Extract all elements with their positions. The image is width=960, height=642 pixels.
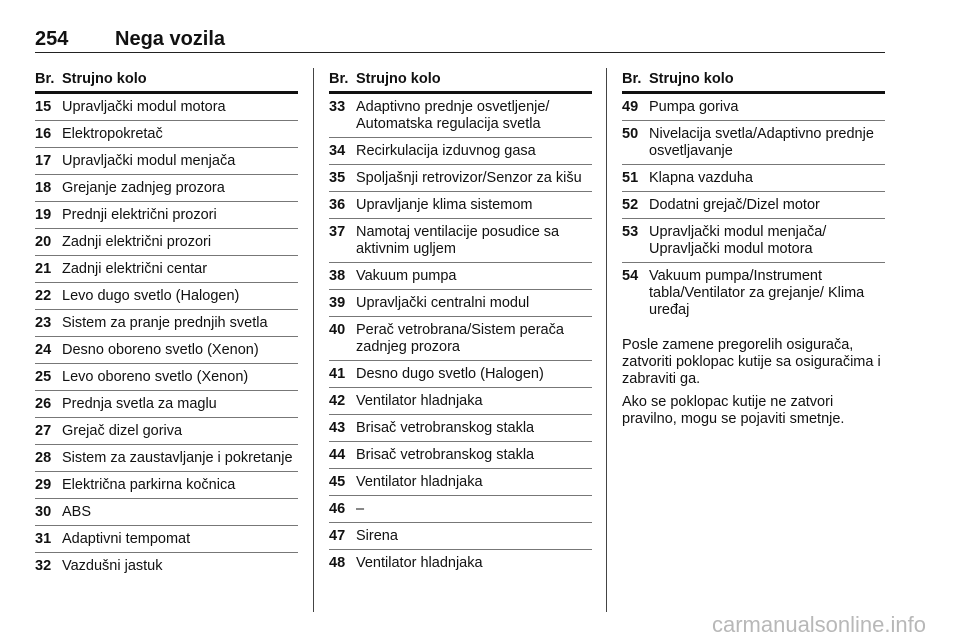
table-row bbox=[35, 418, 298, 445]
fuse-number: 47 bbox=[329, 528, 346, 544]
column-divider bbox=[313, 68, 314, 612]
header-number: Br. bbox=[329, 71, 349, 87]
circuit-label: Sistem za zaustavljanje i pokretanje bbox=[62, 450, 293, 466]
table-row bbox=[329, 361, 592, 388]
table-header bbox=[329, 70, 592, 94]
table-row bbox=[35, 121, 298, 148]
fuse-number: 34 bbox=[329, 143, 346, 159]
circuit-label: Klapna vazduha bbox=[649, 170, 753, 186]
chapter-title: Nega vozila bbox=[115, 28, 226, 50]
fuse-table-column-3 bbox=[622, 70, 885, 428]
circuit-label: Ventilator hladnjaka bbox=[356, 474, 483, 490]
circuit-label: Prednji električni prozori bbox=[62, 207, 217, 223]
note-paragraph-2: Ako se poklopac kutije ne zatvori pravilno, mogu se pojaviti smetnje. bbox=[622, 394, 845, 427]
fuse-number: 49 bbox=[622, 99, 639, 115]
circuit-label: Dodatni grejač/Dizel motor bbox=[649, 197, 820, 213]
table-row bbox=[329, 469, 592, 496]
table-row bbox=[329, 219, 592, 263]
circuit-label: Spoljašnji retrovizor/Senzor za kišu bbox=[356, 170, 582, 186]
header-number: Br. bbox=[35, 71, 55, 87]
table-row bbox=[35, 94, 298, 121]
circuit-label: Perač vetrobrana/Sistem perača zadnjeg prozora bbox=[356, 322, 564, 355]
circuit-label: Desno oboreno svetlo (Xenon) bbox=[62, 342, 259, 358]
table-row bbox=[35, 445, 298, 472]
fuse-number: 15 bbox=[35, 99, 52, 115]
circuit-label: Brisač vetrobranskog stakla bbox=[356, 447, 535, 463]
fuse-number: 22 bbox=[35, 288, 52, 304]
fuse-number: 41 bbox=[329, 366, 346, 382]
fuse-number: 44 bbox=[329, 447, 346, 463]
fuse-number: 43 bbox=[329, 420, 346, 436]
fuse-number: 16 bbox=[35, 126, 52, 142]
table-row bbox=[35, 175, 298, 202]
table-row bbox=[35, 310, 298, 337]
table-row bbox=[329, 192, 592, 219]
circuit-label: Vazdušni jastuk bbox=[62, 558, 163, 574]
table-row bbox=[35, 391, 298, 418]
column-divider bbox=[606, 68, 607, 612]
circuit-label: Vakuum pumpa bbox=[356, 268, 457, 284]
circuit-label: Grejanje zadnjeg prozora bbox=[62, 180, 225, 196]
table-header bbox=[35, 70, 298, 94]
table-row bbox=[622, 121, 885, 165]
circuit-label: Sirena bbox=[356, 528, 398, 544]
circuit-label: Levo oboreno svetlo (Xenon) bbox=[62, 369, 249, 385]
page-number: 254 bbox=[35, 28, 69, 50]
table-row bbox=[35, 472, 298, 499]
fuse-number: 27 bbox=[35, 423, 52, 439]
circuit-label: – bbox=[356, 501, 365, 517]
circuit-label: Grejač dizel goriva bbox=[62, 423, 183, 439]
table-row bbox=[35, 553, 298, 579]
fuse-number: 35 bbox=[329, 170, 346, 186]
fuse-number: 21 bbox=[35, 261, 52, 277]
fuse-number: 20 bbox=[35, 234, 52, 250]
fuse-number: 37 bbox=[329, 224, 346, 240]
table-row bbox=[35, 499, 298, 526]
table-row bbox=[35, 283, 298, 310]
circuit-label: Prednja svetla za maglu bbox=[62, 396, 217, 412]
circuit-label: Levo dugo svetlo (Halogen) bbox=[62, 288, 240, 304]
fuse-number: 32 bbox=[35, 558, 52, 574]
circuit-label: Adaptivno prednje osvetljenje/ Automatska regulacija svetla bbox=[356, 99, 550, 132]
fuse-number: 31 bbox=[35, 531, 52, 547]
header-label: Strujno kolo bbox=[649, 71, 734, 87]
fuse-number: 48 bbox=[329, 555, 346, 571]
fuse-number: 17 bbox=[35, 153, 52, 169]
fuse-number: 25 bbox=[35, 369, 52, 385]
circuit-label: Adaptivni tempomat bbox=[62, 531, 191, 547]
fuse-number: 50 bbox=[622, 126, 639, 142]
watermark: carmanualsonline.info bbox=[711, 612, 926, 637]
circuit-label: Upravljački centralni modul bbox=[356, 295, 530, 311]
table-row bbox=[329, 523, 592, 550]
circuit-label: Upravljački modul menjača bbox=[62, 153, 236, 169]
note-paragraph-1: Posle zamene pregorelih osigurača, zatvoriti poklopac kutije sa osiguračima i zabraviti ga. bbox=[622, 337, 881, 387]
fuse-number: 24 bbox=[35, 342, 52, 358]
table-row bbox=[622, 219, 885, 263]
fuse-table-column-1 bbox=[35, 70, 298, 579]
fuse-number: 54 bbox=[622, 268, 639, 284]
header-number: Br. bbox=[622, 71, 642, 87]
table-row bbox=[329, 415, 592, 442]
table-row bbox=[329, 138, 592, 165]
table-row bbox=[35, 364, 298, 391]
fuse-number: 45 bbox=[329, 474, 346, 490]
circuit-label: Upravljanje klima sistemom bbox=[356, 197, 533, 213]
table-row bbox=[622, 263, 885, 323]
page-header bbox=[35, 28, 885, 53]
table-row bbox=[622, 165, 885, 192]
circuit-label: Sistem za pranje prednjih svetla bbox=[62, 315, 268, 331]
table-row bbox=[622, 192, 885, 219]
table-row bbox=[329, 165, 592, 192]
table-row bbox=[329, 442, 592, 469]
table-row bbox=[329, 496, 592, 523]
table-row bbox=[329, 263, 592, 290]
table-row bbox=[35, 526, 298, 553]
table-row bbox=[329, 388, 592, 415]
table-row bbox=[35, 229, 298, 256]
fuse-number: 23 bbox=[35, 315, 52, 331]
table-row bbox=[329, 290, 592, 317]
fuse-number: 30 bbox=[35, 504, 52, 520]
circuit-label: Recirkulacija izduvnog gasa bbox=[356, 143, 536, 159]
table-row bbox=[622, 94, 885, 121]
circuit-label: Brisač vetrobranskog stakla bbox=[356, 420, 535, 436]
fuse-number: 40 bbox=[329, 322, 346, 338]
fuse-number: 19 bbox=[35, 207, 52, 223]
fuse-number: 46 bbox=[329, 501, 346, 517]
circuit-label: Upravljački modul motora bbox=[62, 99, 226, 115]
circuit-label: Ventilator hladnjaka bbox=[356, 555, 483, 571]
circuit-label: ABS bbox=[62, 504, 92, 520]
fuse-number: 52 bbox=[622, 197, 639, 213]
fuse-number: 29 bbox=[35, 477, 52, 493]
circuit-label: Vakuum pumpa/Instrument tabla/Ventilator za grejanje/ Klima uređaj bbox=[649, 268, 865, 318]
fuse-number: 26 bbox=[35, 396, 52, 412]
fuse-number: 38 bbox=[329, 268, 346, 284]
fuse-number: 51 bbox=[622, 170, 639, 186]
fuse-number: 53 bbox=[622, 224, 639, 240]
fuse-number: 33 bbox=[329, 99, 346, 115]
table-row bbox=[35, 337, 298, 364]
fuse-number: 36 bbox=[329, 197, 346, 213]
fuse-number: 39 bbox=[329, 295, 346, 311]
circuit-label: Upravljački modul menjača/ Upravljački modul motora bbox=[649, 224, 827, 257]
header-label: Strujno kolo bbox=[62, 71, 147, 87]
table-row bbox=[329, 550, 592, 576]
table-row bbox=[35, 148, 298, 175]
table-header bbox=[622, 70, 885, 94]
fuse-table-column-2 bbox=[329, 70, 592, 576]
circuit-label: Desno dugo svetlo (Halogen) bbox=[356, 366, 544, 382]
circuit-label: Elektropokretač bbox=[62, 126, 163, 142]
table-row bbox=[329, 317, 592, 361]
table-row bbox=[35, 256, 298, 283]
table-row bbox=[329, 94, 592, 138]
header-label: Strujno kolo bbox=[356, 71, 441, 87]
circuit-label: Pumpa goriva bbox=[649, 99, 739, 115]
fuse-number: 42 bbox=[329, 393, 346, 409]
circuit-label: Električna parkirna kočnica bbox=[62, 477, 236, 493]
fuse-number: 28 bbox=[35, 450, 52, 466]
circuit-label: Namotaj ventilacije posudice sa aktivnim ugljem bbox=[356, 224, 560, 257]
circuit-label: Zadnji električni prozori bbox=[62, 234, 212, 250]
table-row bbox=[35, 202, 298, 229]
circuit-label: Nivelacija svetla/Adaptivno prednje osvetljavanje bbox=[649, 126, 874, 159]
circuit-label: Ventilator hladnjaka bbox=[356, 393, 483, 409]
circuit-label: Zadnji električni centar bbox=[62, 261, 208, 277]
fuse-number: 18 bbox=[35, 180, 52, 196]
